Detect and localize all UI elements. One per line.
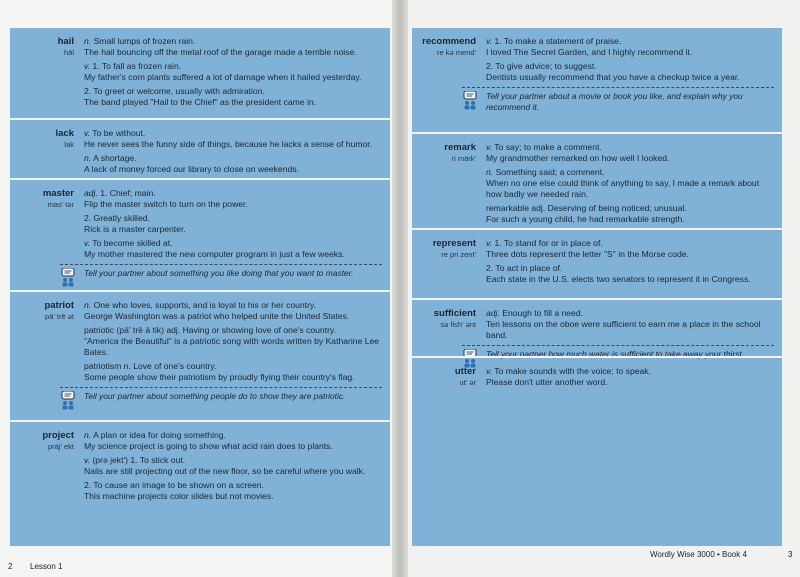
definitions <box>486 238 774 288</box>
definition <box>84 86 382 108</box>
definition-text: Something said; a comment. <box>495 167 605 177</box>
headword-text: represent <box>432 238 476 249</box>
definition <box>84 300 382 322</box>
pronunciation: ut' ər <box>459 378 476 387</box>
definition-text: Enough to fill a need. <box>502 308 583 318</box>
definition <box>84 213 382 235</box>
entry-recommend <box>412 28 782 132</box>
part-of-speech: v. <box>84 455 91 465</box>
example-sentence: My mother mastered the new computer program in just a few weeks. <box>84 249 345 259</box>
headword-text: master <box>42 188 74 199</box>
right-word-panel <box>412 28 782 546</box>
headword-text: lack <box>55 128 74 139</box>
headword <box>10 430 74 452</box>
definition-text: 1. To fall as frozen rain. <box>92 61 182 71</box>
entry-project <box>10 420 390 548</box>
entry-sufficient <box>412 298 782 358</box>
definition-text: To become skilled at. <box>92 238 173 248</box>
pronunciation: hāl <box>63 48 74 57</box>
right-page-number: 3 <box>788 550 793 559</box>
part-of-speech: adj. <box>84 188 98 198</box>
definition-text: To be without. <box>92 128 146 138</box>
part-of-speech: n. <box>84 430 92 440</box>
definition <box>84 61 382 83</box>
example-sentence: Please don't utter another word. <box>486 377 608 387</box>
definitions <box>486 366 774 391</box>
example-sentence: My grandmother remarked on how well I looked. <box>486 153 670 163</box>
definition <box>486 36 774 58</box>
headword <box>10 128 74 150</box>
partner-talk-prompt <box>462 87 774 114</box>
definitions <box>84 128 382 178</box>
example-sentence: When no one else could think of anything to say, I made a remark about how badly we needed rain. <box>486 178 760 199</box>
pronunciation: ri märk' <box>451 154 476 163</box>
headword <box>10 300 74 322</box>
definition <box>84 325 382 358</box>
entry-remark <box>412 132 782 230</box>
definition <box>84 238 382 260</box>
definitions <box>84 300 382 414</box>
entry-master <box>10 178 390 292</box>
definition-text: A plan or idea for doing something. <box>93 430 226 440</box>
partner-talk-prompt <box>60 264 382 291</box>
headword-text: utter <box>454 366 476 377</box>
example-sentence: George Washington was a patriot who helped unite the United States. <box>84 311 350 321</box>
definition-text: remarkable adj. Deserving of being noticed; unusual. <box>486 203 687 213</box>
example-sentence: I loved The Secret Garden, and I highly recommend it. <box>486 47 693 57</box>
headword <box>412 142 476 164</box>
definition-text: To make sounds with the voice; to speak. <box>494 366 651 376</box>
pronunciation: re pri zent' <box>441 250 476 259</box>
example-sentence: The hail bouncing off the metal roof of the garage made a terrible noise. <box>84 47 357 57</box>
definition <box>486 238 774 260</box>
definition <box>84 480 382 502</box>
left-word-panel <box>10 28 390 546</box>
example-sentence: Rick is a master carpenter. <box>84 224 186 234</box>
example-sentence: My father's corn plants suffered a lot of damage when it hailed yesterday. <box>84 72 362 82</box>
part-of-speech: v. <box>84 128 91 138</box>
partner-talk-icon <box>60 268 78 291</box>
entry-represent <box>412 228 782 300</box>
headword <box>412 238 476 260</box>
definition-text: (prə jekt') 1. To stick out. <box>92 455 186 465</box>
part-of-speech: v. <box>84 61 91 71</box>
definition-text: 2. To cause an image to be shown on a screen. <box>84 480 264 490</box>
headword <box>10 188 74 210</box>
entry-hail <box>10 28 390 118</box>
definitions <box>84 188 382 291</box>
pronunciation: re kə mend' <box>437 48 476 57</box>
definition-text: patriotism n. Love of one's country. <box>84 361 217 371</box>
pronunciation: mas' tər <box>47 200 74 209</box>
partner-talk-prompt <box>60 387 382 414</box>
entry-lack <box>10 118 390 180</box>
definitions <box>84 430 382 505</box>
example-sentence: Dentists usually recommend that you have a checkup twice a year. <box>486 72 740 82</box>
definitions <box>486 36 774 114</box>
pronunciation: pā' trē ət <box>45 312 74 321</box>
partner-talk-icon <box>60 391 78 414</box>
definitions <box>84 36 382 111</box>
definition <box>486 61 774 83</box>
part-of-speech: n. <box>486 167 494 177</box>
part-of-speech: v. <box>486 238 493 248</box>
definition <box>84 128 382 150</box>
book-gutter <box>392 0 408 577</box>
definitions <box>486 142 774 228</box>
headword-text: hail <box>57 36 74 47</box>
definition <box>84 36 382 58</box>
definition <box>486 167 774 200</box>
definition <box>486 142 774 164</box>
headword <box>412 36 476 58</box>
example-sentence: Three dots represent the letter "S" in the Morse code. <box>486 249 689 259</box>
definition <box>84 188 382 210</box>
definition-text: 2. To act in place of. <box>486 263 563 273</box>
part-of-speech: v. <box>486 142 493 152</box>
partner-talk-text: Tell your partner about something you like doing that you want to master. <box>84 268 354 278</box>
entry-patriot <box>10 290 390 422</box>
partner-talk-text: Tell your partner about something people do to show they are patriotic. <box>84 391 346 401</box>
definition-text: One who loves, supports, and is loyal to his or her country. <box>93 300 316 310</box>
definition <box>486 263 774 285</box>
example-sentence: Nails are still projecting out of the new floor, so be careful where you walk. <box>84 466 366 476</box>
example-sentence: My science project is going to show what acid rain does to plants. <box>84 441 333 451</box>
definition-text: To say; to make a comment. <box>494 142 602 152</box>
headword-text: patriot <box>44 300 74 311</box>
definition <box>84 430 382 452</box>
definition <box>486 203 774 225</box>
part-of-speech: adj. <box>486 308 500 318</box>
definition-text: 1. To make a statement of praise. <box>494 36 622 46</box>
example-sentence: For such a young child, he had remarkable strength. <box>486 214 685 224</box>
headword-text: remark <box>444 142 476 153</box>
definition <box>84 153 382 175</box>
definition <box>486 366 774 388</box>
example-sentence: This machine projects color slides but not movies. <box>84 491 274 501</box>
example-sentence: He never sees the funny side of things, because he lacks a sense of humor. <box>84 139 373 149</box>
definition-text: 1. Chief; main. <box>100 188 156 198</box>
part-of-speech: v. <box>486 36 493 46</box>
definition-text: patriotic (pā' trē ä tik) adj. Having or showing love of one's country. <box>84 325 336 335</box>
definition <box>84 455 382 477</box>
example-sentence: Flip the master switch to turn on the power. <box>84 199 248 209</box>
example-sentence: The band played "Hail to the Chief" as the president came in. <box>84 97 317 107</box>
part-of-speech: v. <box>486 366 493 376</box>
part-of-speech: n. <box>84 153 92 163</box>
partner-talk-text: Tell your partner about a movie or book you like, and explain why you recommend it. <box>486 91 743 112</box>
headword <box>10 36 74 58</box>
headword-text: sufficient <box>433 308 476 319</box>
lesson-label: Lesson 1 <box>30 562 63 571</box>
pronunciation: präj' ekt <box>47 442 74 451</box>
definition-text: 1. To stand for or in place of. <box>494 238 603 248</box>
definition-text: 2. To greet or welcome, usually with admiration. <box>84 86 265 96</box>
part-of-speech: v. <box>84 238 91 248</box>
partner-talk-icon <box>462 91 480 114</box>
example-sentence: Some people show their patriotism by proudly flying their country's flag. <box>84 372 355 382</box>
definition-text: 2. To give advice; to suggest. <box>486 61 597 71</box>
headword <box>412 366 476 388</box>
pronunciation: sə fish' ənt <box>440 320 476 329</box>
pronunciation: lak <box>64 140 74 149</box>
headword-text: project <box>42 430 74 441</box>
example-sentence: "America the Beautiful" is a patriotic song with words written by Katharine Lee Bates. <box>84 336 380 357</box>
entry-utter <box>412 356 782 548</box>
definition <box>84 361 382 383</box>
definition-text: 2. Greatly skilled. <box>84 213 150 223</box>
example-sentence: Ten lessons on the oboe were sufficient to earn me a place in the school band. <box>486 319 761 340</box>
partner-talk-text: Tell your partner how much water is sufficient to take away your thirst. <box>486 349 745 359</box>
example-sentence: Each state in the U.S. elects two senators to represent it in Congress. <box>486 274 751 284</box>
book-label: Wordly Wise 3000 • Book 4 <box>650 550 747 559</box>
part-of-speech: n. <box>84 300 92 310</box>
definition-text: Small lumps of frozen rain. <box>93 36 196 46</box>
part-of-speech: n. <box>84 36 92 46</box>
example-sentence: A lack of money forced our library to close on weekends. <box>84 164 299 174</box>
definition <box>486 308 774 341</box>
headword <box>412 308 476 330</box>
left-page-number: 2 <box>8 562 13 571</box>
headword-text: recommend <box>422 36 476 47</box>
definition-text: A shortage. <box>93 153 137 163</box>
